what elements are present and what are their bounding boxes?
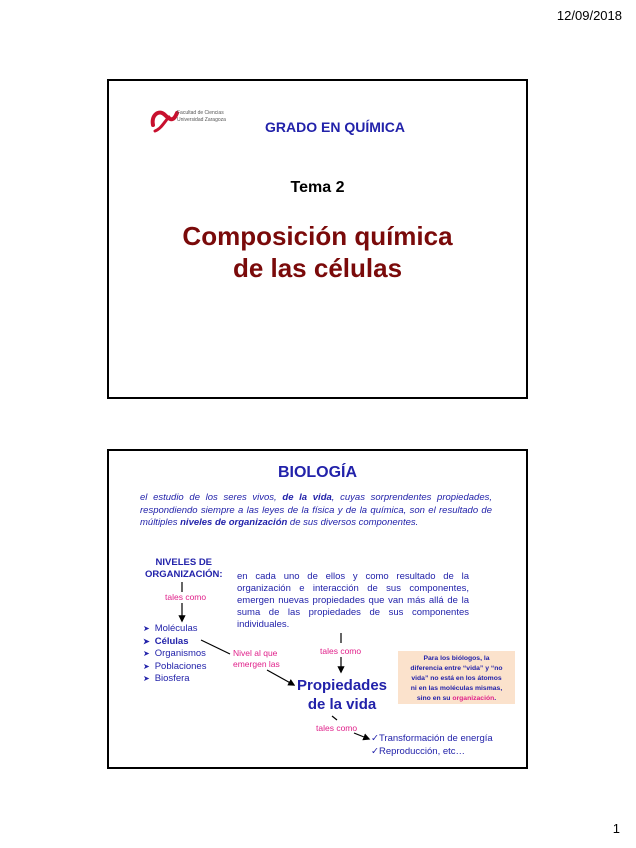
print-date: 12/09/2018 bbox=[556, 8, 622, 23]
emergence-note-line-1: Nivel al que bbox=[233, 648, 278, 658]
note-line-5-end: . bbox=[494, 695, 497, 702]
note-line-1: Para los biólogos, la bbox=[423, 655, 490, 662]
page-number: 1 bbox=[612, 821, 620, 836]
tales-como-label-2: tales como bbox=[320, 646, 362, 656]
properties-line-2: de la vida bbox=[307, 696, 377, 713]
results-arrow bbox=[354, 733, 369, 739]
intro-text-3: de sus diversos componentes. bbox=[287, 517, 419, 528]
levels-label-line-2: ORGANIZACIÓN: bbox=[145, 569, 223, 580]
properties-line-1: Propiedades bbox=[297, 677, 388, 694]
biology-title: BIOLOGÍA bbox=[277, 464, 358, 481]
property-item-energy: ✓ Transformación de energía bbox=[371, 732, 493, 745]
intro-text-2: , cuyas sorprendentes propiedades, respondiendo siempre a las leyes de la física y de la química, son el resultado de múltiples bbox=[140, 492, 492, 528]
note-line-4: ni en las moléculas mismas, bbox=[410, 685, 503, 692]
list-item: ➤ Organismos bbox=[143, 648, 206, 661]
intro-bold-2: niveles de organización bbox=[180, 517, 288, 528]
levels-description: en cada uno de ellos y como resultado de la organización e interacción de sus componentes, emergen nuevas propiedades que van más allá de la suma de las propiedades de sus componentes individuales. bbox=[237, 571, 469, 630]
slide-title bbox=[107, 79, 528, 399]
tales-como-label-3: tales como bbox=[316, 723, 358, 733]
slide-main-title bbox=[109, 220, 526, 284]
levels-label-line-1: NIVELES DE bbox=[155, 557, 213, 568]
logo-text-faculty: Facultad de Ciencias bbox=[177, 110, 224, 116]
logo-mark-icon bbox=[149, 103, 179, 135]
list-item: ➤ Células bbox=[143, 636, 206, 649]
topic-number: Tema 2 bbox=[290, 179, 345, 196]
intro-bold-1: de la vida bbox=[282, 492, 332, 503]
connector-arrows bbox=[109, 451, 530, 771]
university-logo bbox=[149, 103, 244, 135]
note-organization-word: organización bbox=[452, 695, 495, 702]
note-line-2: diferencia entre “vida” y “no bbox=[410, 665, 503, 672]
slide-biology bbox=[107, 449, 528, 769]
emergence-arrow bbox=[267, 670, 294, 685]
cells-connector-line bbox=[201, 640, 230, 654]
title-line-1: Composición química bbox=[182, 221, 453, 251]
tales-como-label-1: tales como bbox=[165, 592, 207, 602]
program-heading: GRADO EN QUÍMICA bbox=[265, 119, 405, 135]
list-item: ➤ Moléculas bbox=[143, 623, 206, 636]
logo-text-university: Universidad Zaragoza bbox=[177, 117, 226, 123]
title-line-2: de las células bbox=[232, 253, 403, 283]
list-item: ➤ Biosfera bbox=[143, 673, 206, 686]
note-line-3: vida” no está en los átomos bbox=[411, 675, 502, 682]
properties-tick bbox=[332, 716, 337, 720]
list-item: ➤ Poblaciones bbox=[143, 661, 206, 674]
intro-text-1: el estudio de los seres vivos, bbox=[140, 492, 283, 503]
emergence-note-line-2: emergen las bbox=[233, 659, 280, 669]
property-item-reproduction: ✓ Reproducción, etc… bbox=[371, 745, 493, 758]
note-line-5-text: sino en su bbox=[416, 695, 453, 702]
